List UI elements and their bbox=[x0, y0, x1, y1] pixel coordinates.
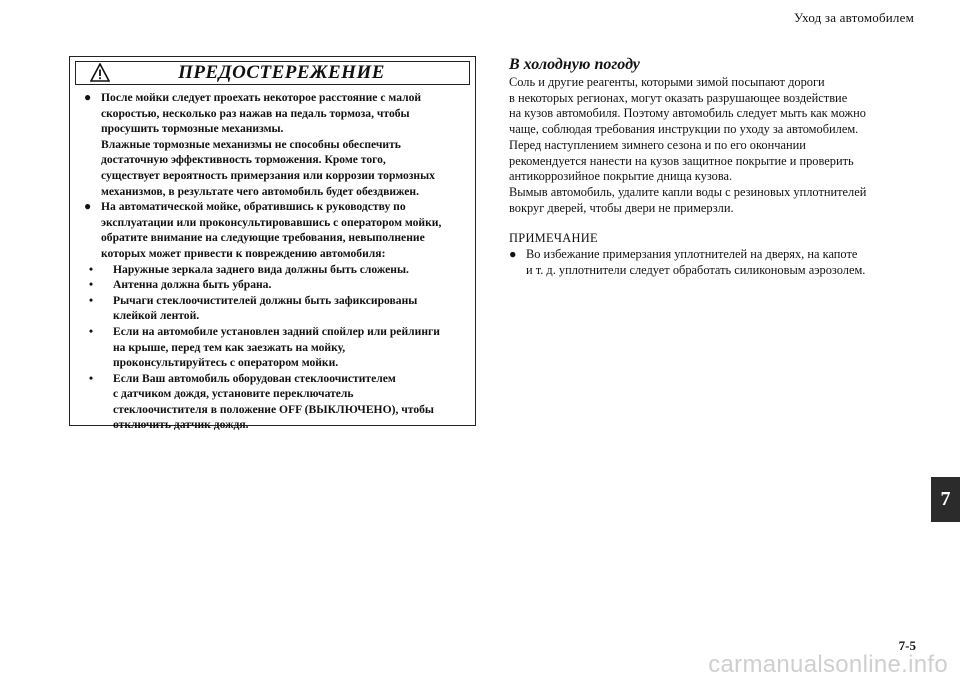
warning-line: Влажные тормозные механизмы не способны обеспечить bbox=[101, 137, 401, 151]
page-number: 7-5 bbox=[898, 638, 916, 653]
watermark: carmanualsonline.info bbox=[708, 651, 948, 678]
section-heading: В холодную погоду bbox=[509, 56, 640, 73]
body-line: в некоторых регионах, могут оказать разрушающее воздействие bbox=[509, 90, 848, 105]
warning-line: скоростью, несколько раз нажав на педаль тормоза, чтобы bbox=[101, 106, 410, 120]
body-line: антикоррозийное покрытие днища кузова. bbox=[509, 169, 733, 184]
bullet-icon: ● bbox=[84, 199, 92, 214]
running-header: Уход за автомобилем bbox=[794, 10, 914, 25]
warning-item bbox=[84, 90, 467, 199]
warning-line: существует вероятность примерзания или коррозии тормозных bbox=[101, 168, 435, 182]
body-line: рекомендуется нанести на кузов защитное покрытие и проверить bbox=[509, 153, 854, 168]
note-label: ПРИМЕЧАНИЕ bbox=[509, 231, 598, 246]
warning-line: эксплуатации или проконсультировавшись с оператором мойки, bbox=[101, 215, 442, 229]
warning-line: Антенна должна быть убрана. bbox=[113, 278, 272, 292]
bullet-icon: ● bbox=[509, 247, 517, 262]
warning-line: проконсультируйтесь с оператором мойки. bbox=[113, 356, 339, 370]
warning-subitem bbox=[84, 293, 467, 324]
note-line: и т. д. уплотнители следует обработать силиконовым аэрозолем. bbox=[526, 262, 866, 277]
warning-subitem bbox=[84, 324, 467, 371]
cold-weather-section bbox=[509, 56, 919, 278]
warning-subitem bbox=[84, 277, 467, 293]
warning-line: достаточную эффективность торможения. Кроме того, bbox=[101, 153, 386, 167]
chapter-tab: 7 bbox=[931, 477, 960, 522]
body-line: вокруг дверей, чтобы двери не примерзли. bbox=[509, 200, 734, 215]
warning-line: отключить датчик дождя. bbox=[113, 418, 249, 432]
body-line: на кузов автомобиля. Поэтому автомобиль следует мыть как можно bbox=[509, 106, 866, 121]
warning-line: обратите внимание на следующие требования, невыполнение bbox=[101, 231, 425, 245]
warning-line: клейкой лентой. bbox=[113, 309, 200, 323]
warning-subitem bbox=[84, 371, 467, 433]
body-line: Соль и другие реагенты, которыми зимой посыпают дороги bbox=[509, 75, 825, 89]
subbullet-icon: • bbox=[89, 293, 94, 307]
subbullet-icon: • bbox=[89, 278, 94, 292]
warning-triangle-icon bbox=[90, 63, 110, 82]
warning-line: с датчиком дождя, установите переключатель bbox=[113, 387, 354, 401]
warning-line: просушить тормозные механизмы. bbox=[101, 122, 284, 136]
bullet-icon: ● bbox=[84, 90, 92, 104]
warning-box bbox=[69, 56, 476, 432]
note-line: Во избежание примерзания уплотнителей на дверях, на капоте bbox=[526, 247, 858, 262]
warning-body bbox=[84, 90, 467, 433]
warning-title: ПРЕДОСТЕРЕЖЕНИЕ bbox=[178, 62, 385, 83]
note-item bbox=[509, 247, 919, 278]
warning-subitem bbox=[84, 262, 467, 278]
subbullet-icon: • bbox=[89, 324, 94, 338]
warning-line: которых может привести к повреждению автомобиля: bbox=[101, 246, 386, 260]
warning-line: стеклоочистителя в положение OFF (ВЫКЛЮЧЕНО), чтобы bbox=[113, 402, 434, 416]
warning-header bbox=[75, 61, 470, 85]
warning-item bbox=[84, 199, 467, 261]
subbullet-icon: • bbox=[89, 262, 94, 276]
warning-line: Если Ваш автомобиль оборудован стеклоочистителем bbox=[113, 371, 396, 385]
body-line: чаще, соблюдая требования инструкции по уходу за автомобилем. bbox=[509, 122, 859, 137]
warning-line: На автоматической мойке, обратившись к руководству по bbox=[101, 200, 406, 214]
warning-line: механизмов, в результате чего автомобиль будет обездвижен. bbox=[101, 184, 419, 198]
warning-line: Если на автомобиле установлен задний спойлер или рейлинги bbox=[113, 324, 440, 338]
warning-line: Рычаги стеклоочистителей должны быть зафиксированы bbox=[113, 293, 418, 307]
warning-line: Наружные зеркала заднего вида должны быть сложены. bbox=[113, 262, 409, 276]
body-line: Перед наступлением зимнего сезона и по его окончании bbox=[509, 137, 806, 152]
subbullet-icon: • bbox=[89, 371, 94, 385]
body-line: Вымыв автомобиль, удалите капли воды с резиновых уплотнителей bbox=[509, 184, 867, 199]
warning-line: на крыше, перед тем как заезжать на мойку, bbox=[113, 340, 346, 354]
warning-line: После мойки следует проехать некоторое расстояние с малой bbox=[101, 91, 422, 104]
